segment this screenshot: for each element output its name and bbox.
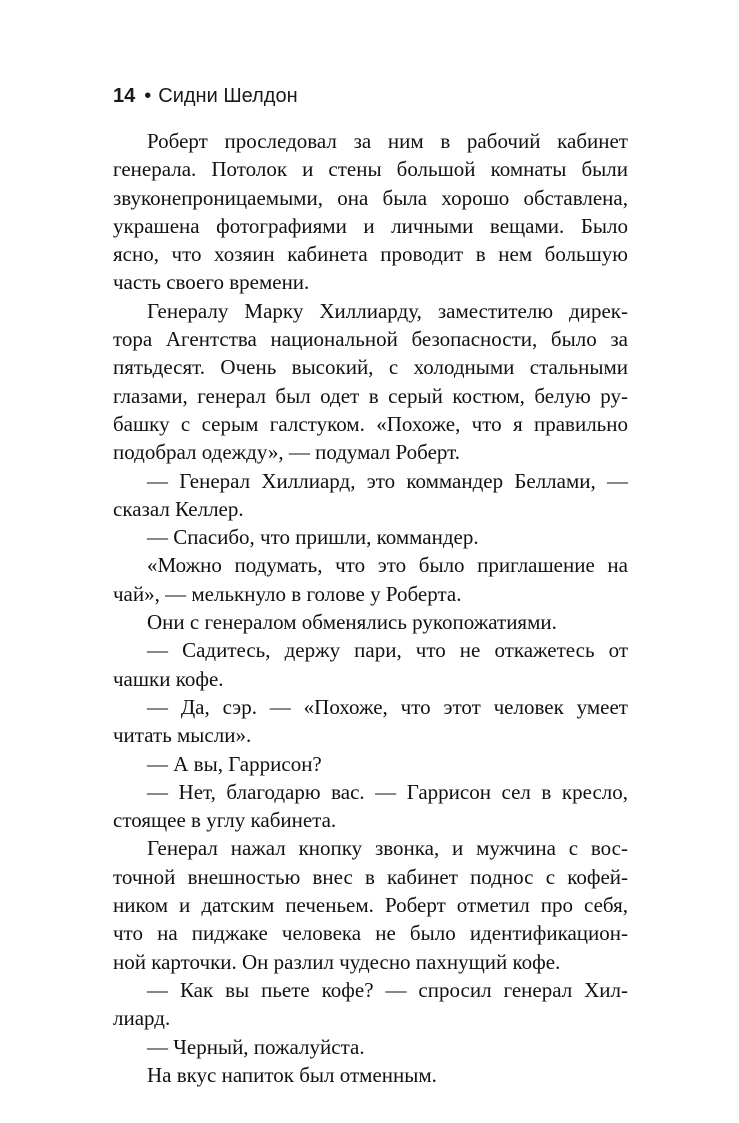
text-line: украшена фотографиями и личными вещами. Было	[113, 213, 628, 238]
text-line: читать мысли».	[113, 723, 252, 748]
text-line: «Можно подумать, что это было приглашение на	[147, 553, 628, 578]
text-line: — Как вы пьете кофе? — спросил генерал Хил-	[147, 977, 628, 1002]
text-line: Генерал нажал кнопку звонка, и мужчина с вос-	[147, 836, 628, 861]
text-line: лиард.	[113, 1006, 171, 1031]
author-name: Сидни Шелдон	[158, 85, 298, 107]
header-separator: •	[144, 85, 152, 107]
body-text	[113, 127, 628, 1089]
text-line: сказал Келлер.	[113, 496, 244, 521]
text-line: часть своего времени.	[113, 270, 310, 295]
text-line: тора Агентства национальной безопасности, было за	[113, 327, 628, 352]
text-line: — Да, сэр. — «Похоже, что этот человек умеет	[147, 694, 628, 719]
text-line: что на пиджаке человека не было идентификацион-	[113, 921, 628, 946]
text-line: ной карточки. Он разлил чудесно пахнущий кофе.	[113, 949, 561, 974]
text-line: — Садитесь, держу пари, что не откажетесь от	[147, 638, 628, 663]
text-line: чашки кофе.	[113, 666, 224, 691]
text-line: стоящее в углу кабинета.	[113, 808, 337, 833]
text-line: Они с генералом обменялись рукопожатиями.	[147, 610, 557, 635]
text-line: генерала. Потолок и стены большой комнаты были	[113, 157, 628, 182]
text-line: глазами, генерал был одет в серый костюм, белую ру-	[113, 383, 628, 408]
text-line: — Нет, благодарю вас. — Гаррисон сел в кресло,	[147, 779, 628, 804]
text-line: пятьдесят. Очень высокий, с холодными стальными	[113, 355, 628, 380]
text-line: ником и датским печеньем. Роберт отметил про себя,	[113, 893, 628, 918]
text-line: подобрал одежду», — подумал Роберт.	[113, 440, 460, 465]
text-line: На вкус напиток был отменным.	[147, 1062, 437, 1087]
text-line: — А вы, Гаррисон?	[147, 751, 322, 776]
text-line: Генералу Марку Хиллиарду, заместителю дирек-	[147, 298, 628, 323]
text-line: ясно, что хозяин кабинета проводит в нем большую	[113, 242, 628, 267]
text-line: Роберт проследовал за ним в рабочий кабинет	[147, 129, 628, 153]
text-line: точной внешностью внес в кабинет поднос с кофей-	[113, 864, 628, 889]
text-line: чай», — мелькнуло в голове у Роберта.	[113, 581, 462, 606]
text-line: — Генерал Хиллиард, это коммандер Беллами, —	[147, 468, 628, 493]
page-number: 14	[113, 85, 136, 107]
text-line: — Спасибо, что пришли, коммандер.	[147, 525, 479, 550]
text-line: — Черный, пожалуйста.	[147, 1034, 365, 1059]
text-line: башку с серым галстуком. «Похоже, что я правильно	[113, 411, 628, 436]
text-line: звуконепроницаемыми, она была хорошо обставлена,	[113, 185, 628, 210]
running-head	[113, 82, 298, 110]
